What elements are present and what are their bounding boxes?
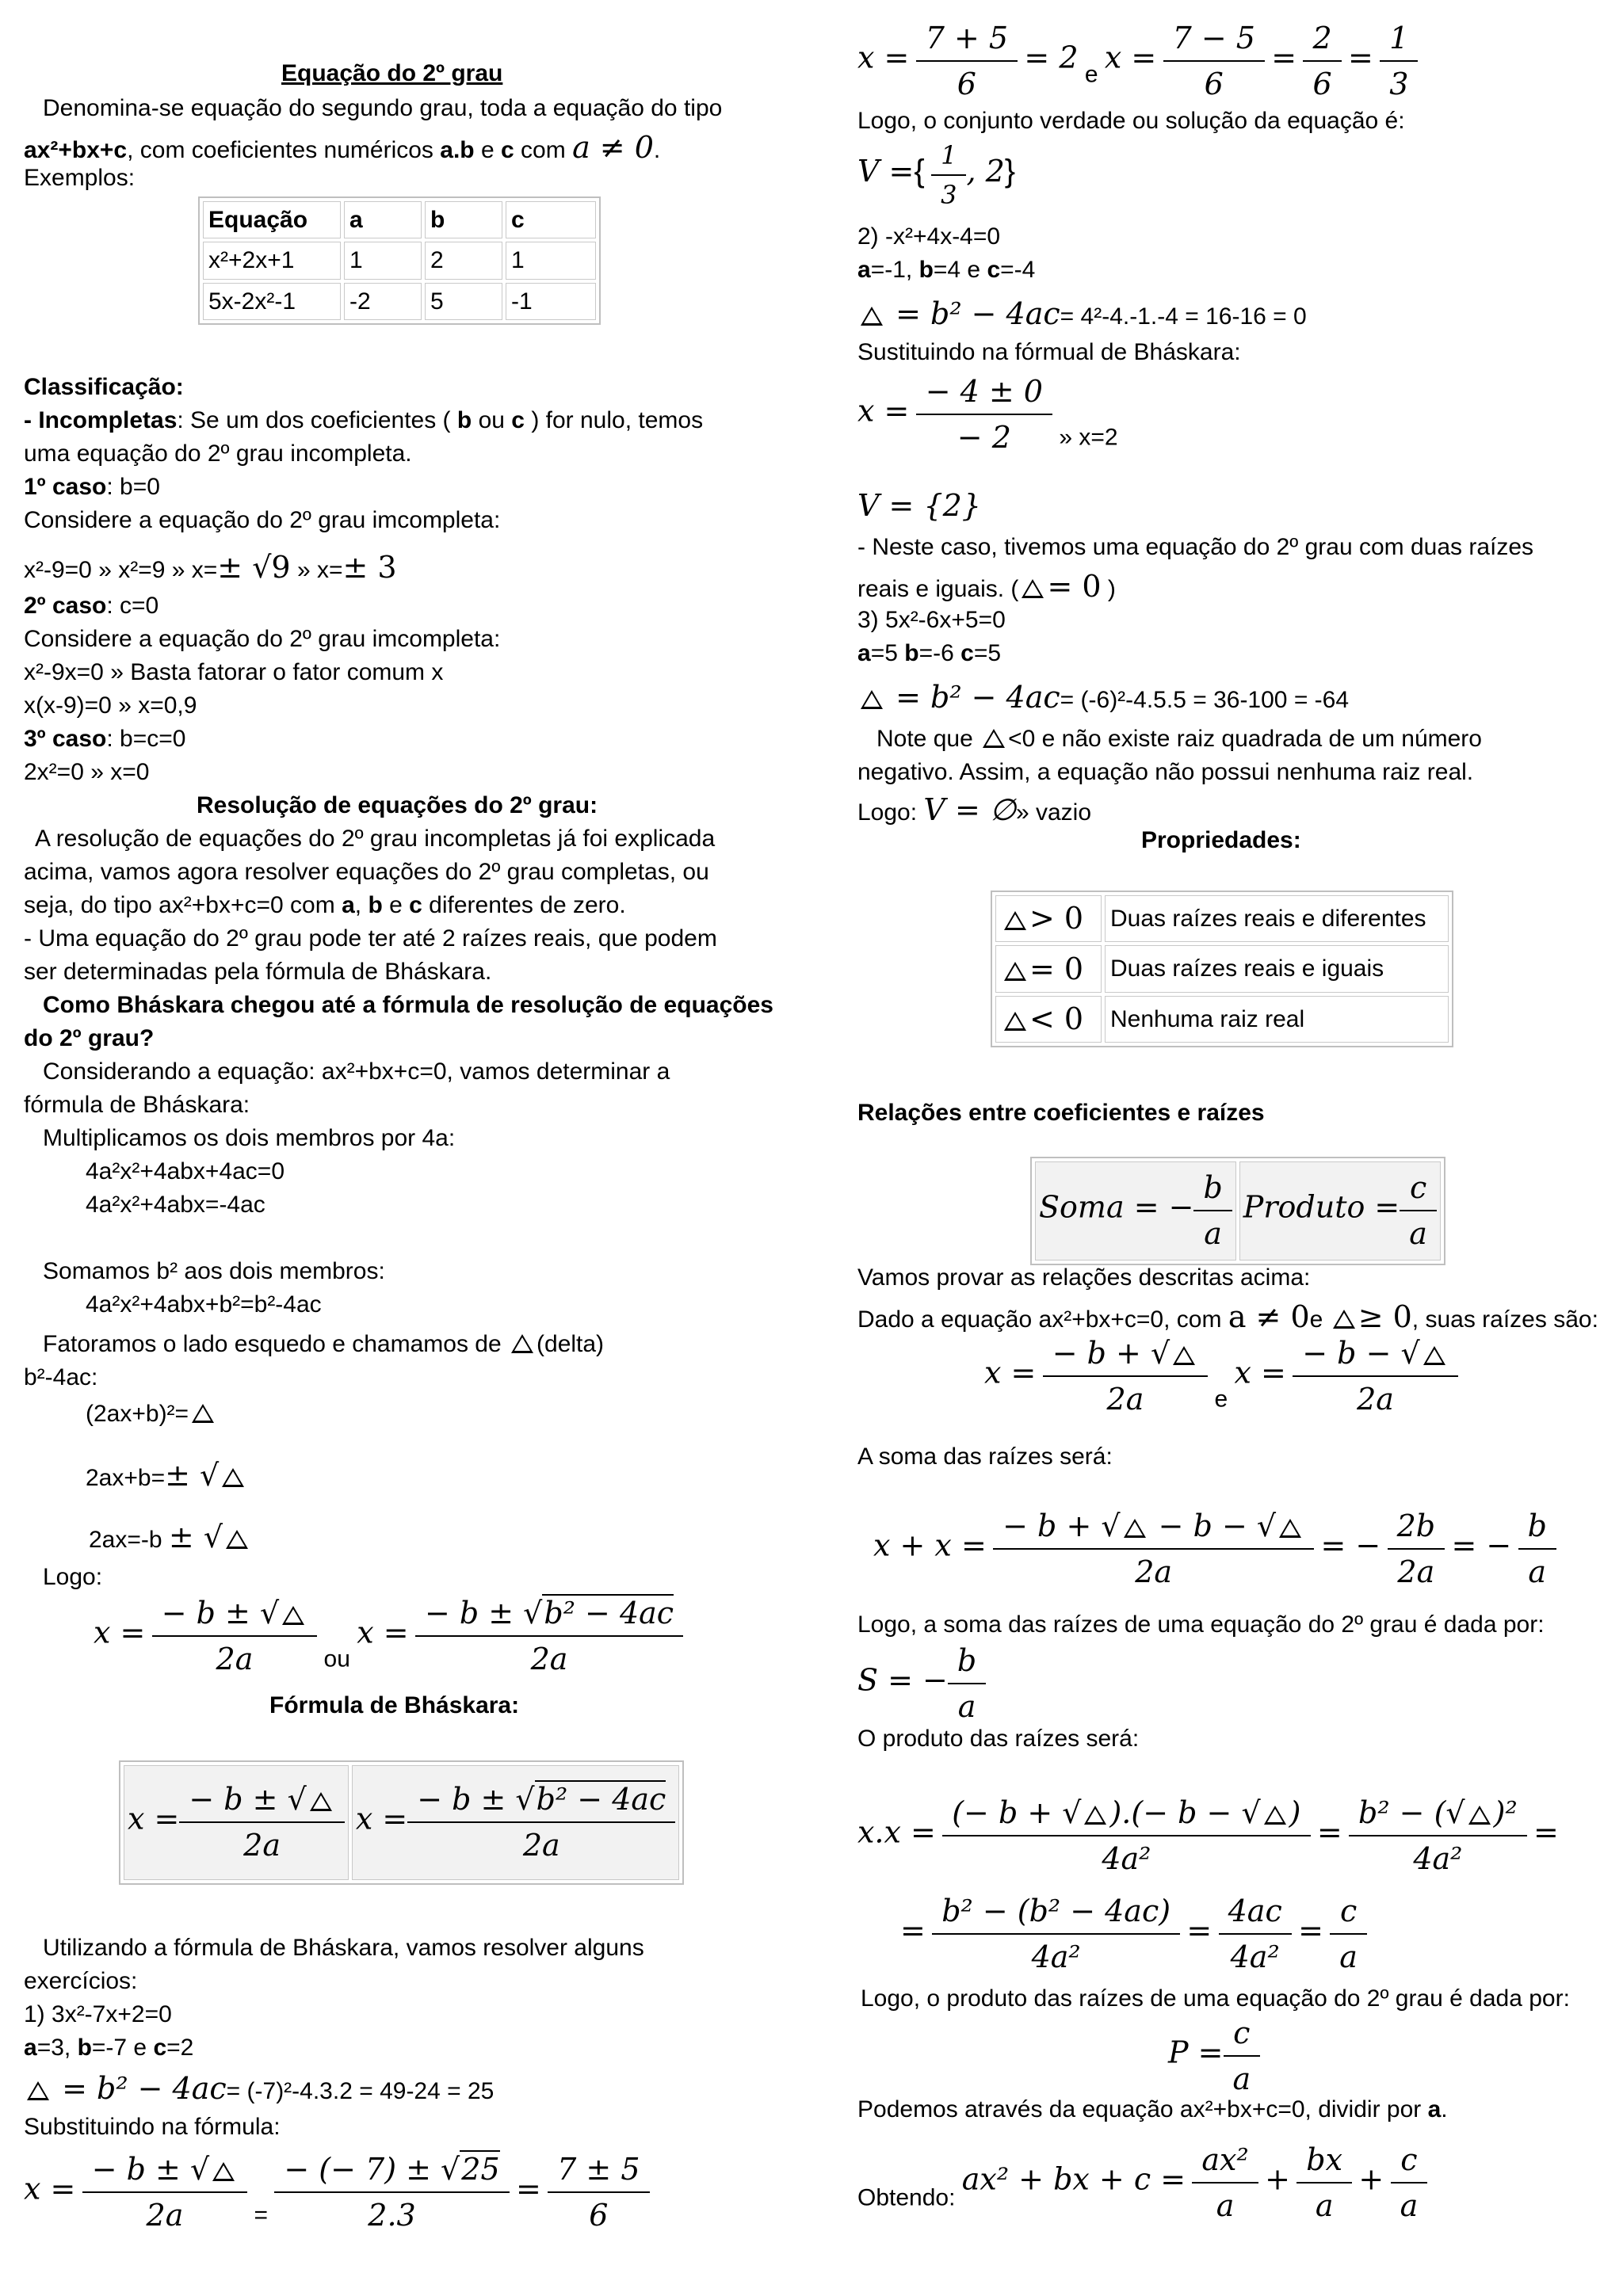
exercise-1-roots: x = $\frac{7 + 5}{6}$ = 2 e x = $\frac{7 - 5}{6}$ = $\frac{2}{6}$ = $\frac{1}{3}$	[857, 17, 1418, 105]
neste-2: reais e iguais. ( = 0 )	[857, 569, 1116, 604]
logo-vazio: Logo: V = ∅» vazio	[857, 792, 1092, 827]
exercise-2-delta: = b² − 4ac= 4²-4.-1.-4 = 16-16 = 0	[857, 293, 1307, 334]
note-2: negativo. Assim, a equação não possui nenhuma raiz real.	[857, 759, 1474, 785]
table-row: x²+2x+1 1 2 1	[203, 242, 596, 279]
caso2-eq-1: x²-9x=0 » Basta fatorar o fator comum x	[24, 659, 444, 685]
intro-line-2: ax²+bx+c, com coeficientes numéricos a.b e c com a ≠ 0.	[24, 130, 661, 165]
como-title-1: Como Bháskara chegou até a fórmula de resolução de equações	[43, 992, 773, 1018]
resolucao-p1: A resolução de equações do 2º grau incompletas já foi explicada	[35, 826, 716, 852]
caso1: 1º caso: b=0	[24, 474, 160, 500]
soma-result: S = − $\frac{b}{a}$	[857, 1640, 986, 1728]
caso3-eq: 2x²=0 » x=0	[24, 759, 150, 785]
logo-conjunto: Logo, o conjunto verdade ou solução da equação é:	[857, 108, 1405, 134]
considere-1: Considere a equação do 2º grau imcompleta:	[24, 507, 501, 533]
delta-icon	[226, 1530, 248, 1549]
podemos-line: Podemos através da equação ax²+bx+c=0, dividir por a.	[857, 2096, 1448, 2122]
propriedades-heading: Propriedades:	[1141, 827, 1301, 853]
caso3: 3º caso: b=c=0	[24, 726, 186, 752]
delta-icon	[861, 307, 883, 326]
eq-f2: 2ax+b=± √	[86, 1455, 247, 1496]
logo-label: Logo:	[43, 1564, 103, 1590]
table-row: > 0 Duas raízes reais e diferentes	[995, 895, 1449, 942]
examples-table	[198, 196, 601, 325]
eq-f3: 2ax=-b ± √	[89, 1516, 251, 1558]
delta-icon	[861, 690, 883, 709]
resolucao-heading: Resolução de equações do 2º grau:	[197, 792, 598, 818]
resolucao-p2: acima, vamos agora resolver equações do 2º grau completas, ou	[24, 859, 709, 885]
incompletas-line-2: uma equação do 2º grau incompleta.	[24, 441, 412, 467]
exercise-3: 3) 5x²-6x+5=0	[857, 607, 1006, 633]
considerando-2: fórmula de Bháskara:	[24, 1092, 250, 1118]
solution-set-2: V = {2}	[857, 488, 981, 523]
exercise-2-coefs: a=-1, b=4 e c=-4	[857, 257, 1036, 283]
logo-produto: Logo, o produto das raízes de uma equação do 2º grau é dada por:	[861, 1985, 1570, 2012]
produto-sera: O produto das raízes será:	[857, 1726, 1140, 1752]
obtendo-line: Obtendo: ax² + bx + c = $\frac{\text{ax²}}{a}$ + $\frac{bx}{a}$ + $\frac{c}{a}$	[857, 2139, 1427, 2227]
bhaskara-formula-box: x = $\frac{- b \pm √}{2a}$ x = $\frac{\text{− b ± √b² − 4ac}}{2a}$	[119, 1760, 684, 1885]
delta-icon	[222, 1468, 244, 1487]
sustituindo: Sustituindo na fórmual de Bháskara:	[857, 339, 1241, 365]
utilizando-1: Utilizando a fórmula de Bháskara, vamos resolver alguns	[43, 1935, 644, 1961]
eq-m2: 4a²x²+4abx=-4ac	[86, 1192, 265, 1218]
considere-2: Considere a equação do 2º grau imcompleta:	[24, 626, 501, 652]
propriedades-table	[991, 891, 1453, 1047]
solution-set-1: V ={ $\frac{1}{3}$ , 2}	[857, 138, 1015, 212]
vamos-provar: Vamos provar as relações descritas acima:	[857, 1264, 1311, 1291]
formula-derived: x = $\frac{- b \pm √}{2a}$ ou x = $\frac{\text{− b ± √b² − 4ac}}{2a}$	[94, 1592, 683, 1680]
utilizando-2: exercícios:	[24, 1968, 138, 1994]
exercise-1-coefs: a=3, b=-7 e c=2	[24, 2035, 194, 2061]
caso2: 2º caso: c=0	[24, 593, 159, 619]
delta-icon	[192, 1404, 214, 1423]
roots-formula: x = $\frac{- b + √}{2a}$ e x = $\frac{- b - √}{2a}$	[984, 1333, 1458, 1421]
delta-icon	[511, 1334, 533, 1353]
relacoes-box: Soma = − $\frac{b}{a}$ Produto = $\frac{c}{a}$	[1030, 1157, 1445, 1265]
dado-line: Dado a equação ax²+bx+c=0, com a ≠ 0e ≥ 0, suas raízes são:	[857, 1299, 1598, 1334]
eq-m1: 4a²x²+4abx+4ac=0	[86, 1158, 285, 1184]
fatoramos-1: Fatoramos o lado esquedo e chamamos de (delta)	[43, 1331, 605, 1357]
como-title-2: do 2º grau?	[24, 1025, 155, 1051]
substituindo: Substituindo na fórmula:	[24, 2114, 281, 2140]
table-header-row: Equação a b c	[203, 201, 596, 238]
exercise-1-formula: x = $\frac{- b \pm √}{2a}$ = $\frac{- (- 7) \pm √25}{2.3}$ = $\frac{7 \pm 5}{6}$	[24, 2149, 650, 2237]
multiplicamos: Multiplicamos os dois membros por 4a:	[43, 1125, 456, 1151]
caso2-eq-2: x(x-9)=0 » x=0,9	[24, 692, 197, 719]
neste-1: - Neste caso, tivemos uma equação do 2º grau com duas raízes	[857, 534, 1534, 560]
table-row: < 0 Nenhuma raiz real	[995, 996, 1449, 1043]
resolucao-p3: seja, do tipo ax²+bx+c=0 com a, b e c diferentes de zero.	[24, 892, 626, 918]
delta-icon	[983, 729, 1005, 748]
soma-derivation: x + x = $\frac{- b + √ - b - √}{2a}$ = − $\frac{2b}{2a}$ = − $\frac{b}{a}$	[873, 1505, 1556, 1593]
produto-derivation-1: x.x = $\frac{(- b + √ ).(- b - √ )}{\text{4a²}}$ = $\frac{\text{b² − (√ )²}}{\text{4a²}}$ =	[857, 1792, 1559, 1880]
table-row: 5x-2x²-1 -2 5 -1	[203, 283, 596, 320]
exercise-2: 2) -x²+4x-4=0	[857, 223, 1001, 250]
note-1: Note que <0 e não existe raiz quadrada de um número	[876, 726, 1482, 752]
table-row: = 0 Duas raízes reais e iguais	[995, 945, 1449, 992]
delta-icon	[27, 2081, 49, 2100]
exercise-1: 1) 3x²-7x+2=0	[24, 2001, 172, 2027]
soma-sera: A soma das raízes será:	[857, 1444, 1113, 1470]
bhaskara-title: Fórmula de Bháskara:	[269, 1692, 520, 1718]
a-neq-zero-math: a ≠ 0	[572, 130, 654, 165]
relacoes-heading: Relações entre coeficientes e raízes	[857, 1100, 1265, 1126]
somamos: Somamos b² aos dois membros:	[43, 1258, 385, 1284]
produto-result: P = $\frac{c}{a}$	[1168, 2012, 1260, 2100]
resolucao-p5: ser determinadas pela fórmula de Bháskara.	[24, 959, 492, 985]
resolucao-p4: - Uma equação do 2º grau pode ter até 2 raízes reais, que podem	[24, 925, 717, 952]
exercise-3-delta: = b² − 4ac= (-6)²-4.5.5 = 36-100 = -64	[857, 677, 1349, 718]
eq-s1: 4a²x²+4abx+b²=b²-4ac	[86, 1291, 322, 1318]
exercise-1-delta: = b² − 4ac= (-7)²-4.3.2 = 49-24 = 25	[24, 2068, 494, 2109]
exercise-3-coefs: a=5 b=-6 c=5	[857, 640, 1002, 666]
incompletas-line: - Incompletas: Se um dos coeficientes ( b ou c ) for nulo, temos	[24, 407, 704, 433]
considerando-1: Considerando a equação: ax²+bx+c=0, vamos determinar a	[43, 1058, 670, 1085]
exercise-2-formula: x = $\frac{- 4 \pm 0}{- 2}$ » x=2	[857, 371, 1118, 459]
intro-line-1: Denomina-se equação do segundo grau, toda a equação do tipo	[43, 95, 723, 121]
produto-derivation-2: = $\frac{\text{b² − (b² − 4ac)}}{\text{4a²}}$ = $\frac{4ac}{\text{4a²}}$ = $\frac{c}{a}$	[900, 1890, 1367, 1978]
examples-label: Exemplos:	[24, 165, 136, 191]
logo-soma: Logo, a soma das raízes de uma equação do 2º grau é dada por:	[857, 1611, 1545, 1638]
caso1-equation: x²-9=0 » x²=9 » x=± √9 » x=± 3	[24, 550, 397, 585]
fatoramos-2: b²-4ac:	[24, 1364, 98, 1390]
page-title: Equação do 2º grau	[281, 60, 503, 86]
classificacao-heading: Classificação:	[24, 374, 184, 400]
eq-f1: (2ax+b)²=	[86, 1398, 217, 1430]
